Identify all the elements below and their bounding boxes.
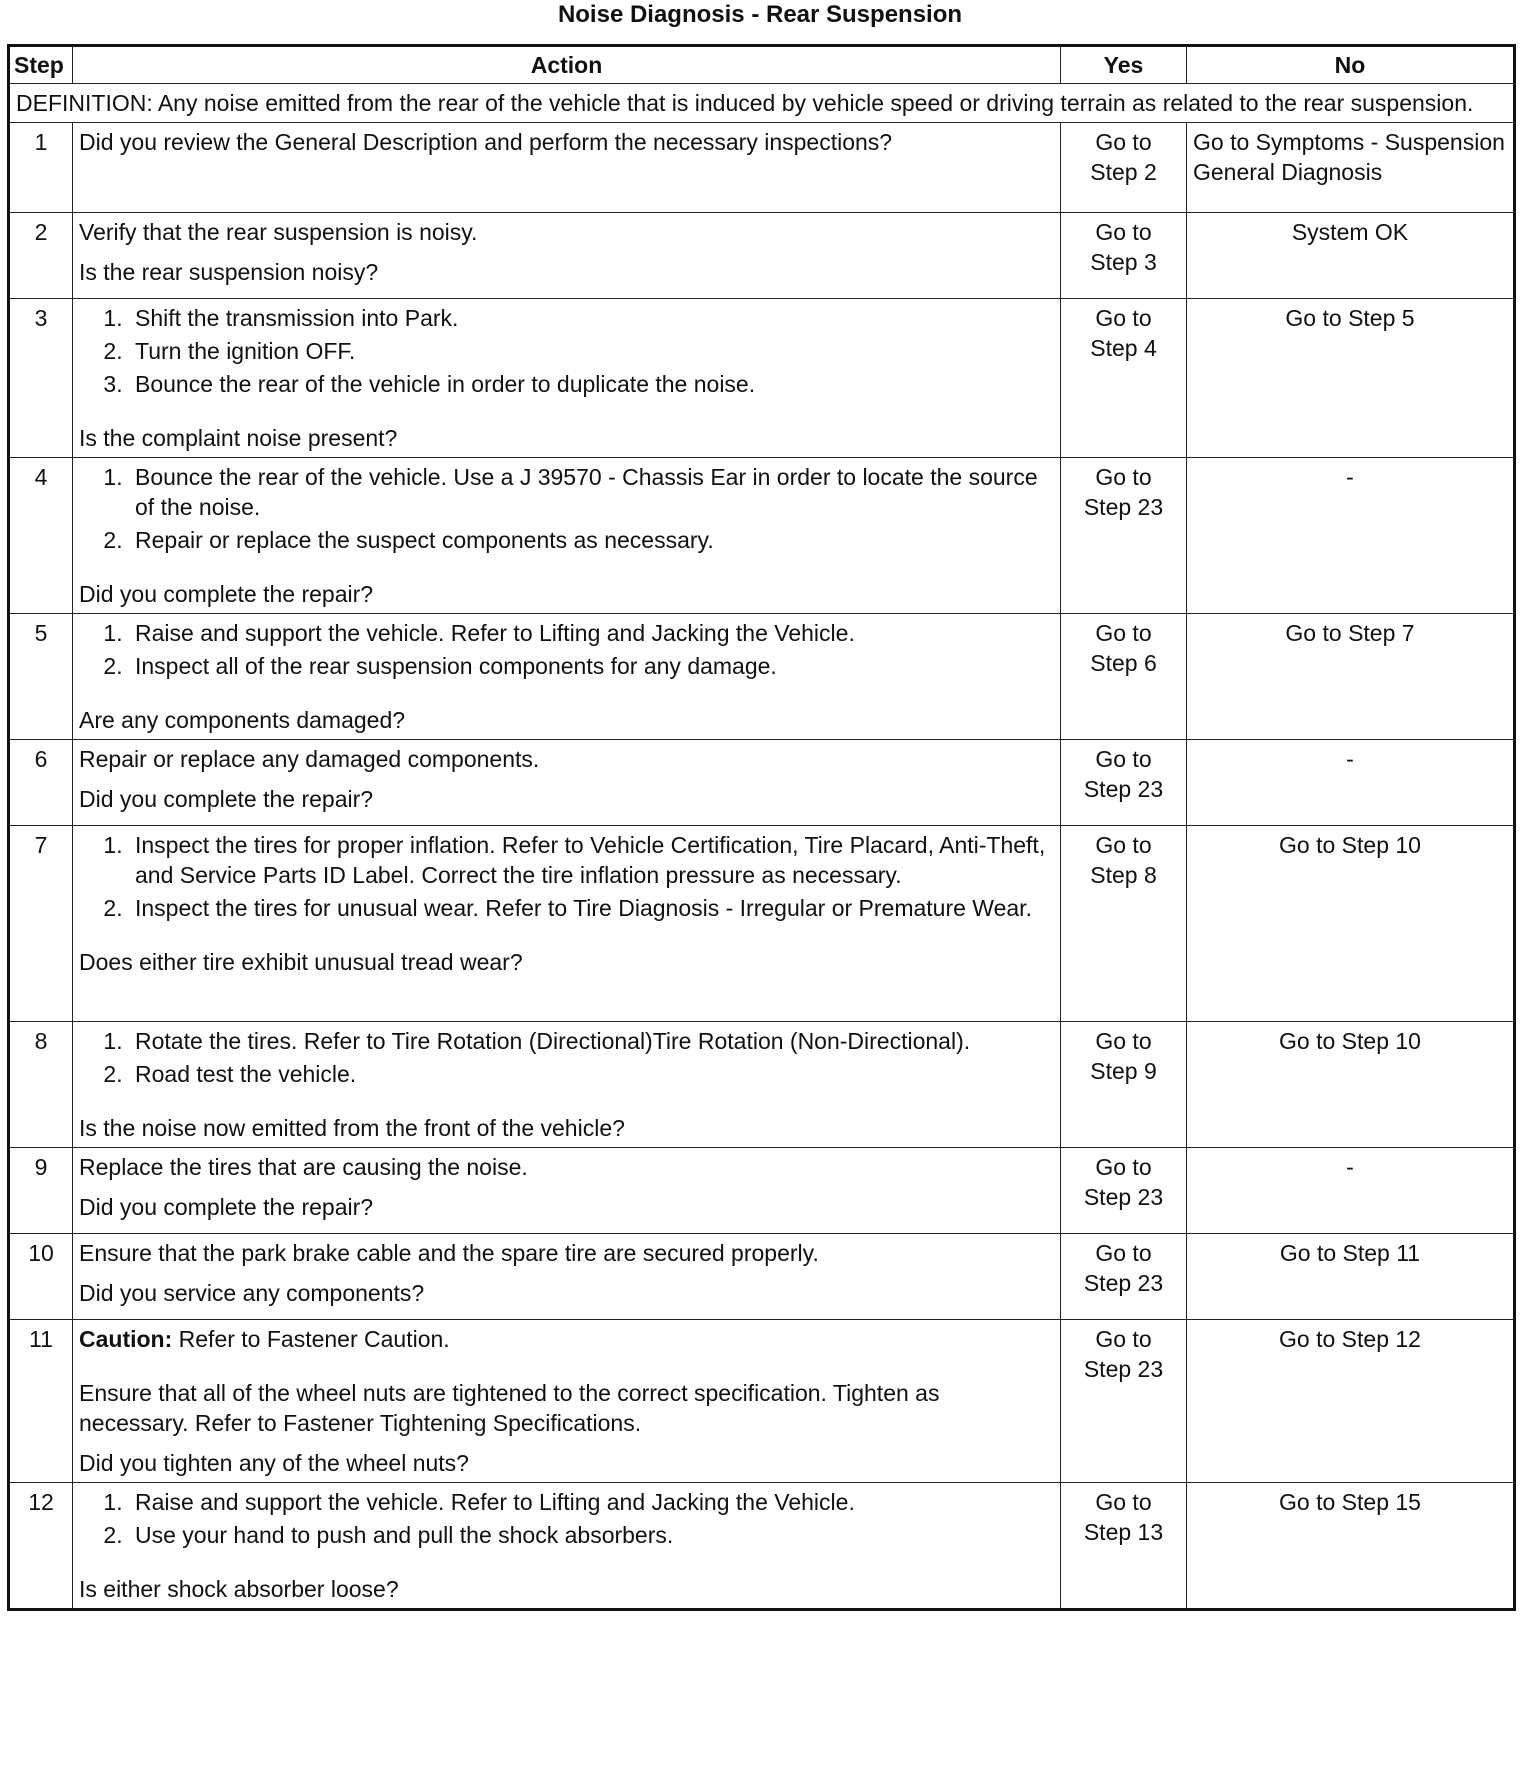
yes-goto-label: Go to <box>1095 305 1152 331</box>
document-title: Noise Diagnosis - Rear Suspension <box>557 1 963 28</box>
diagnosis-table <box>7 44 1516 1611</box>
yes-step-ref: Step 3 <box>1090 249 1157 275</box>
action-question: Is either shock absorber loose? <box>79 1576 399 1602</box>
yes-result <box>1061 1483 1187 1610</box>
action-cell <box>73 123 1061 213</box>
definition-text: DEFINITION: Any noise emitted from the rear of the vehicle that is induced by vehicle speed or driving terrain as related to the rear suspension. <box>9 84 1515 123</box>
header-yes: Yes <box>1061 46 1187 84</box>
step-number: 4 <box>9 458 73 614</box>
step-number: 3 <box>9 299 73 458</box>
yes-result <box>1061 458 1187 614</box>
action-question: Is the rear suspension noisy? <box>79 259 379 285</box>
no-result: System OK <box>1187 213 1515 299</box>
step-number: 5 <box>9 614 73 740</box>
action-question: Did you complete the repair? <box>79 581 374 607</box>
substep-item: 2. Use your hand to push and pull the shock absorbers. <box>129 1520 1054 1550</box>
no-result: Go to Step 10 <box>1187 826 1515 1022</box>
yes-result <box>1061 826 1187 1022</box>
yes-step-ref: Step 4 <box>1090 335 1157 361</box>
substep-list <box>79 303 1054 399</box>
substep-item: 1. Rotate the tires. Refer to Tire Rotation (Directional)Tire Rotation (Non-Directional). <box>129 1026 1054 1056</box>
no-result: Go to Step 10 <box>1187 1022 1515 1148</box>
yes-goto-label: Go to <box>1095 832 1152 858</box>
table-row <box>9 614 1515 740</box>
no-result: Go to Step 11 <box>1187 1234 1515 1320</box>
yes-step-ref: Step 8 <box>1090 862 1157 888</box>
action-cell <box>73 1148 1061 1234</box>
yes-goto-label: Go to <box>1095 219 1152 245</box>
yes-goto-label: Go to <box>1095 1240 1152 1266</box>
caution-label: Caution: <box>79 1326 173 1352</box>
action-question: Did you complete the repair? <box>79 1194 374 1220</box>
caution-text: Refer to Fastener Caution. <box>172 1326 450 1352</box>
no-result: - <box>1187 740 1515 826</box>
step-number: 6 <box>9 740 73 826</box>
substep-list <box>79 830 1054 923</box>
step-number: 1 <box>9 123 73 213</box>
yes-step-ref: Step 23 <box>1083 1184 1164 1210</box>
action-cell <box>73 213 1061 299</box>
yes-goto-label: Go to <box>1095 1028 1152 1054</box>
yes-step-ref: Step 23 <box>1083 494 1164 520</box>
no-result: - <box>1187 458 1515 614</box>
yes-result <box>1061 740 1187 826</box>
action-question: Are any components damaged? <box>79 707 406 733</box>
substep-list <box>79 1487 1054 1550</box>
action-instruction: Did you review the General Description and perform the necessary inspections? <box>79 129 893 155</box>
substep-item: 1. Shift the transmission into Park. <box>129 303 1054 333</box>
yes-step-ref: Step 6 <box>1090 650 1157 676</box>
action-cell <box>73 299 1061 458</box>
action-cell <box>73 740 1061 826</box>
substep-list <box>79 462 1054 555</box>
table-row <box>9 123 1515 213</box>
table-row <box>9 740 1515 826</box>
table-row <box>9 1022 1515 1148</box>
substep-list <box>79 1026 1054 1089</box>
definition-row <box>9 84 1515 123</box>
table-row <box>9 826 1515 1022</box>
action-question: Is the noise now emitted from the front of the vehicle? <box>79 1115 625 1141</box>
action-cell <box>73 826 1061 1022</box>
action-cell <box>73 458 1061 614</box>
substep-item: 1. Bounce the rear of the vehicle. Use a J 39570 - Chassis Ear in order to locate the source of the noise. <box>129 462 1054 522</box>
yes-result <box>1061 1320 1187 1483</box>
table-row <box>9 1483 1515 1610</box>
action-cell <box>73 1320 1061 1483</box>
substep-item: 1. Raise and support the vehicle. Refer to Lifting and Jacking the Vehicle. <box>129 618 1054 648</box>
yes-goto-label: Go to <box>1095 129 1152 155</box>
yes-result <box>1061 123 1187 213</box>
yes-result <box>1061 614 1187 740</box>
substep-item: 2. Inspect all of the rear suspension components for any damage. <box>129 651 1054 681</box>
substep-list <box>79 618 1054 681</box>
step-number: 8 <box>9 1022 73 1148</box>
yes-goto-label: Go to <box>1095 620 1152 646</box>
yes-result <box>1061 1148 1187 1234</box>
table-row <box>9 1320 1515 1483</box>
action-instruction: Replace the tires that are causing the noise. <box>79 1154 528 1180</box>
no-result: Go to Symptoms - Suspension General Diagnosis <box>1187 123 1515 213</box>
action-question: Does either tire exhibit unusual tread wear? <box>79 949 523 975</box>
header-action: Action <box>73 46 1061 84</box>
step-number: 2 <box>9 213 73 299</box>
yes-result <box>1061 299 1187 458</box>
step-number: 10 <box>9 1234 73 1320</box>
action-question: Did you complete the repair? <box>79 786 374 812</box>
no-result: - <box>1187 1148 1515 1234</box>
table-header-row <box>9 46 1515 84</box>
no-result: Go to Step 12 <box>1187 1320 1515 1483</box>
no-result: Go to Step 5 <box>1187 299 1515 458</box>
table-row <box>9 1148 1515 1234</box>
yes-goto-label: Go to <box>1095 1489 1152 1515</box>
step-number: 9 <box>9 1148 73 1234</box>
substep-item: 2. Road test the vehicle. <box>129 1059 1054 1089</box>
table-row <box>9 299 1515 458</box>
yes-goto-label: Go to <box>1095 464 1152 490</box>
yes-result <box>1061 213 1187 299</box>
yes-step-ref: Step 2 <box>1090 159 1157 185</box>
yes-step-ref: Step 23 <box>1083 776 1164 802</box>
step-number: 12 <box>9 1483 73 1610</box>
action-instruction: Verify that the rear suspension is noisy. <box>79 219 478 245</box>
table-row <box>9 458 1515 614</box>
yes-result <box>1061 1022 1187 1148</box>
caution-note <box>79 1324 1054 1354</box>
no-result: Go to Step 15 <box>1187 1483 1515 1610</box>
yes-goto-label: Go to <box>1095 1154 1152 1180</box>
header-step: Step <box>9 46 73 84</box>
step-number: 11 <box>9 1320 73 1483</box>
action-instruction: Ensure that all of the wheel nuts are tightened to the correct specification. Tighten as necessary. Refer to Fastener Tightening Specifications. <box>79 1380 940 1436</box>
table-row <box>9 1234 1515 1320</box>
substep-item: 1. Inspect the tires for proper inflation. Refer to Vehicle Certification, Tire Placard, Anti-Theft, and Service Parts ID Label. Correct the tire inflation pressure as necessary. <box>129 830 1054 890</box>
action-cell <box>73 1483 1061 1610</box>
yes-goto-label: Go to <box>1095 1326 1152 1352</box>
action-cell <box>73 1022 1061 1148</box>
substep-item: 2. Inspect the tires for unusual wear. Refer to Tire Diagnosis - Irregular or Premature Wear. <box>129 893 1054 923</box>
table-row <box>9 213 1515 299</box>
step-number: 7 <box>9 826 73 1022</box>
yes-step-ref: Step 23 <box>1083 1270 1164 1296</box>
yes-step-ref: Step 23 <box>1083 1356 1164 1382</box>
no-result: Go to Step 7 <box>1187 614 1515 740</box>
yes-step-ref: Step 9 <box>1090 1058 1157 1084</box>
substep-item: 1. Raise and support the vehicle. Refer to Lifting and Jacking the Vehicle. <box>129 1487 1054 1517</box>
action-cell <box>73 614 1061 740</box>
action-question: Is the complaint noise present? <box>79 425 398 451</box>
substep-item: 2. Repair or replace the suspect components as necessary. <box>129 525 1054 555</box>
yes-step-ref: Step 13 <box>1083 1519 1164 1545</box>
action-instruction: Repair or replace any damaged components. <box>79 746 540 772</box>
action-question: Did you tighten any of the wheel nuts? <box>79 1450 469 1476</box>
yes-result <box>1061 1234 1187 1320</box>
action-instruction: Ensure that the park brake cable and the spare tire are secured properly. <box>79 1240 819 1266</box>
action-question: Did you service any components? <box>79 1280 425 1306</box>
yes-goto-label: Go to <box>1095 746 1152 772</box>
header-no: No <box>1187 46 1515 84</box>
substep-item: 2. Turn the ignition OFF. <box>129 336 1054 366</box>
substep-item: 3. Bounce the rear of the vehicle in order to duplicate the noise. <box>129 369 1054 399</box>
action-cell <box>73 1234 1061 1320</box>
